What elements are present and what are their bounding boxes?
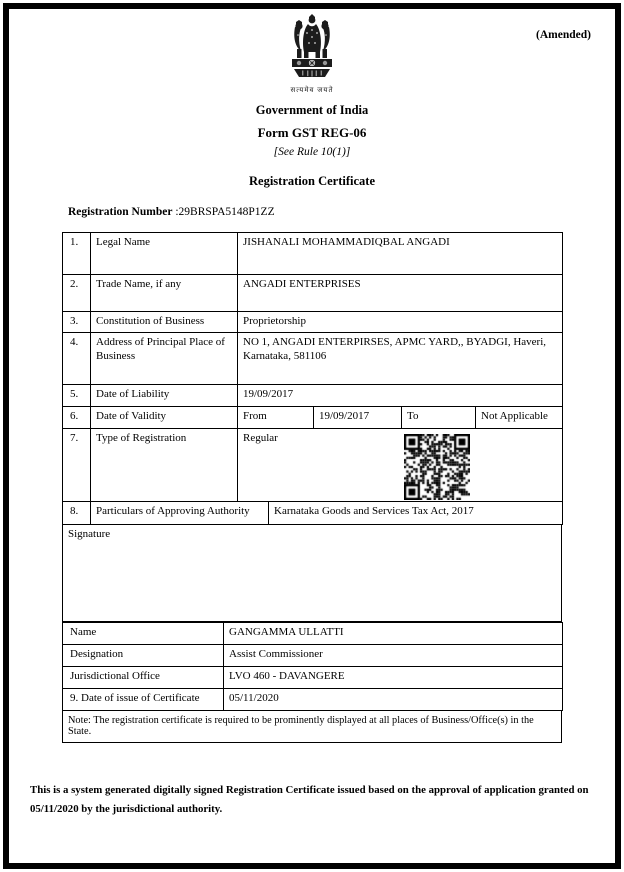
row-label: Particulars of Approving Authority xyxy=(91,501,269,524)
note-row: Note: The registration certificate is required to be prominently displayed at all places of Business/Office(s) in the State. xyxy=(62,711,562,743)
row-value-cell xyxy=(238,429,563,502)
signature-label: Signature xyxy=(68,527,111,540)
header-rule-reference: [See Rule 10(1)] xyxy=(273,146,351,158)
emblem-block xyxy=(9,13,615,95)
amended-label: (Amended) xyxy=(536,29,591,41)
row-label: Designation xyxy=(63,644,224,666)
qr-code xyxy=(404,434,470,500)
row-label: Jurisdictional Office xyxy=(63,666,224,688)
table-row xyxy=(63,644,563,666)
row-label: 9. Date of issue of Certificate xyxy=(63,688,224,710)
table-row xyxy=(63,407,563,429)
row-value: Proprietorship xyxy=(238,312,563,333)
row-number: 1. xyxy=(63,233,91,275)
row-number: 5. xyxy=(63,385,91,407)
row-label: Trade Name, if any xyxy=(91,275,238,312)
row-label: Date of Validity xyxy=(91,407,238,429)
registration-number-label: Registration Number xyxy=(68,206,173,218)
row-label: Name xyxy=(63,622,224,644)
table-row xyxy=(63,666,563,688)
validity-to-value: Not Applicable xyxy=(476,407,563,429)
row-label: Date of Liability xyxy=(91,385,238,407)
row-value: LVO 460 - DAVANGERE xyxy=(224,666,563,688)
validity-to-label: To xyxy=(402,407,476,429)
table-row xyxy=(63,333,563,385)
row-number: 3. xyxy=(63,312,91,333)
row-label: Legal Name xyxy=(91,233,238,275)
header-government: Government of India xyxy=(255,103,369,117)
footer-statement: This is a system generated digitally signed Registration Certificate issued based on the approval of application granted on 05/11/2020 by the jurisdictional authority. xyxy=(30,783,589,816)
row-number: 4. xyxy=(63,333,91,385)
row-number: 6. xyxy=(63,407,91,429)
validity-from-value: 19/09/2017 xyxy=(314,407,402,429)
row-value: NO 1, ANGADI ENTERPIRSES, APMC YARD,, BYADGI, Haveri, Karnataka, 581106 xyxy=(238,333,563,385)
row-number: 7. xyxy=(63,429,91,502)
row-number: 8. xyxy=(63,501,91,524)
table-row xyxy=(63,622,563,644)
header-certificate-title: Registration Certificate xyxy=(249,174,375,188)
header-form-name: Form GST REG-06 xyxy=(257,125,367,140)
validity-from-label: From xyxy=(238,407,314,429)
table-row xyxy=(63,501,563,524)
table-row xyxy=(63,312,563,333)
signature-box xyxy=(62,525,562,622)
row-number: 2. xyxy=(63,275,91,312)
row-label: Type of Registration xyxy=(91,429,238,502)
registration-number-line xyxy=(68,206,615,218)
row-value: 19/09/2017 xyxy=(238,385,563,407)
approving-authority-table xyxy=(62,501,563,525)
emblem-motto: सत्यमेव जयते xyxy=(290,86,334,94)
row-value: JISHANALI MOHAMMADIQBAL ANGADI xyxy=(238,233,563,275)
certificate-table xyxy=(62,232,562,743)
row-value: Regular xyxy=(243,432,278,444)
table-row xyxy=(63,429,563,502)
row-label: Address of Principal Place of Business xyxy=(91,333,238,385)
table-row xyxy=(63,233,563,275)
certificate-page xyxy=(3,3,621,869)
row-value: ANGADI ENTERPRISES xyxy=(238,275,563,312)
table-row xyxy=(63,688,563,710)
row-value: Assist Commissioner xyxy=(224,644,563,666)
row-label: Constitution of Business xyxy=(91,312,238,333)
row-value: Karnataka Goods and Services Tax Act, 2017 xyxy=(269,501,563,524)
table-row xyxy=(63,275,563,312)
main-details-table xyxy=(62,232,563,502)
row-value: GANGAMMA ULLATTI xyxy=(224,622,563,644)
registration-number-value: :29BRSPA5148P1ZZ xyxy=(175,206,275,218)
table-row xyxy=(63,385,563,407)
india-national-emblem-icon xyxy=(288,13,336,83)
row-value: 05/11/2020 xyxy=(224,688,563,710)
officer-details-table xyxy=(62,622,563,711)
